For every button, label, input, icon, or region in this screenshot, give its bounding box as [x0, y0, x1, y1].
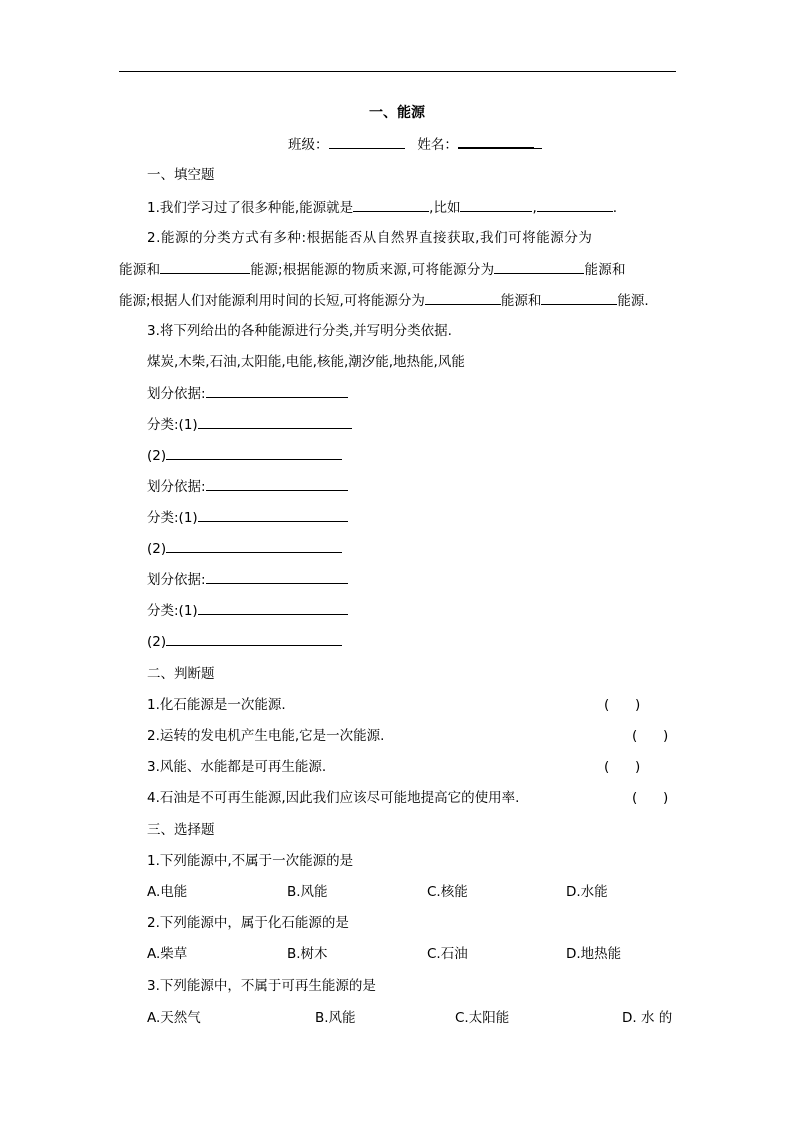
class-row-3b	[147, 632, 342, 651]
classify-blank-1a[interactable]	[198, 415, 352, 429]
fill-q1-blank-2[interactable]	[460, 198, 532, 212]
choice-q3-option-d[interactable]: D. 水 的	[622, 1010, 673, 1026]
choice-q2-option-d[interactable]: D.地热能	[566, 946, 622, 962]
fill-q3-energy-list: 煤炭,木柴,石油,太阳能,电能,核能,潮汐能,地热能,风能	[147, 354, 465, 370]
section-judge-heading: 二、判断题	[147, 666, 215, 682]
basis-blank-2[interactable]	[206, 477, 348, 491]
basis-blank-3[interactable]	[206, 570, 348, 584]
class-row-2a	[147, 508, 348, 527]
student-info-row	[288, 134, 542, 154]
fill-q1-blank-3[interactable]	[537, 198, 613, 212]
judge-q1: 1.化石能源是一次能源.	[147, 697, 286, 713]
judge-q4-answer-box[interactable]: ( )	[632, 790, 669, 806]
class-row-3a	[147, 601, 348, 620]
basis-label: 划分依据:	[147, 386, 206, 402]
fill-q2-text-4: 能源;根据人们对能源利用时间的长短,可将能源分为	[119, 293, 425, 309]
fill-q2-text-2: 能源;根据能源的物质来源,可将能源分为	[250, 262, 495, 278]
fill-q2-text-6: 能源.	[617, 293, 649, 309]
choice-q1-option-c[interactable]: C.核能	[427, 884, 468, 900]
name-blank-tail	[534, 135, 542, 149]
choice-q2-option-c[interactable]: C.石油	[427, 946, 468, 962]
classify-blank-3b[interactable]	[166, 632, 342, 646]
fill-q1	[147, 198, 617, 217]
fill-q1-text-2: ,比如	[429, 200, 461, 216]
basis-label: 划分依据:	[147, 479, 206, 495]
class-row-2b	[147, 539, 342, 558]
class-row-1a	[147, 415, 352, 434]
classify-blank-2b[interactable]	[166, 539, 342, 553]
basis-blank-1[interactable]	[206, 384, 348, 398]
section-choice-heading: 三、选择题	[147, 822, 215, 838]
classify-label-2: (2)	[147, 634, 167, 650]
choice-q1-option-d[interactable]: D.水能	[566, 884, 608, 900]
header-rule	[119, 71, 676, 72]
fill-q2-line-3	[119, 291, 649, 310]
fill-q2-text-3: 能源和	[584, 262, 626, 278]
fill-q2-blank-3[interactable]	[425, 291, 501, 305]
fill-q2-text-1: 能源和	[119, 262, 161, 278]
basis-row-2	[147, 477, 348, 496]
name-label: 姓名：	[417, 137, 458, 153]
choice-q1-option-b[interactable]: B.风能	[287, 884, 328, 900]
fill-q1-text-4: .	[612, 200, 618, 216]
classify-label-2: (2)	[147, 541, 167, 557]
choice-q3-option-a[interactable]: A.天然气	[147, 1010, 201, 1026]
basis-row-3	[147, 570, 348, 589]
classify-label: 分类:(1)	[147, 417, 198, 433]
choice-q3-option-c[interactable]: C.太阳能	[455, 1010, 510, 1026]
class-row-1b	[147, 446, 342, 465]
page-title: 一、能源	[369, 105, 425, 121]
fill-q1-blank-1[interactable]	[353, 198, 429, 212]
classify-blank-1b[interactable]	[166, 446, 342, 460]
fill-q1-text-3: ,	[532, 200, 537, 216]
choice-q2-option-b[interactable]: B.树木	[287, 946, 328, 962]
section-fill-heading: 一、填空题	[147, 167, 215, 183]
choice-q3-stem: 3.下列能源中，不属于可再生能源的是	[147, 978, 376, 994]
class-label: 班级：	[288, 137, 329, 153]
fill-q2-line-2	[119, 260, 626, 279]
choice-q2-option-a[interactable]: A.柴草	[147, 946, 188, 962]
judge-q4: 4.石油是不可再生能源,因此我们应该尽可能地提高它的使用率.	[147, 790, 520, 806]
choice-q2-stem: 2.下列能源中，属于化石能源的是	[147, 915, 349, 931]
name-blank[interactable]	[458, 134, 534, 149]
classify-label-2: (2)	[147, 448, 167, 464]
fill-q2-blank-4[interactable]	[541, 291, 617, 305]
fill-q2-line-1: 2.能源的分类方式有多种:根据能否从自然界直接获取,我们可将能源分为	[147, 230, 593, 246]
classify-blank-3a[interactable]	[198, 601, 348, 615]
judge-q2: 2.运转的发电机产生电能,它是一次能源.	[147, 728, 385, 744]
classify-blank-2a[interactable]	[198, 508, 348, 522]
basis-label: 划分依据:	[147, 572, 206, 588]
fill-q2-blank-1[interactable]	[160, 260, 250, 274]
fill-q2-blank-2[interactable]	[494, 260, 584, 274]
fill-q3-stem: 3.将下列给出的各种能源进行分类,并写明分类依据.	[147, 323, 452, 339]
classify-label: 分类:(1)	[147, 510, 198, 526]
classify-label: 分类:(1)	[147, 603, 198, 619]
judge-q2-answer-box[interactable]: ( )	[632, 728, 669, 744]
judge-q3-answer-box[interactable]: ( )	[604, 759, 641, 775]
fill-q2-text-5: 能源和	[500, 293, 542, 309]
choice-q1-option-a[interactable]: A.电能	[147, 884, 188, 900]
choice-q1-stem: 1.下列能源中,不属于一次能源的是	[147, 853, 354, 869]
class-blank[interactable]	[329, 135, 405, 149]
judge-q3: 3.风能、水能都是可再生能源.	[147, 759, 327, 775]
choice-q3-option-b[interactable]: B.风能	[315, 1010, 356, 1026]
basis-row-1	[147, 384, 348, 403]
judge-q1-answer-box[interactable]: ( )	[604, 697, 641, 713]
fill-q1-text: 1.我们学习过了很多种能,能源就是	[147, 200, 354, 216]
